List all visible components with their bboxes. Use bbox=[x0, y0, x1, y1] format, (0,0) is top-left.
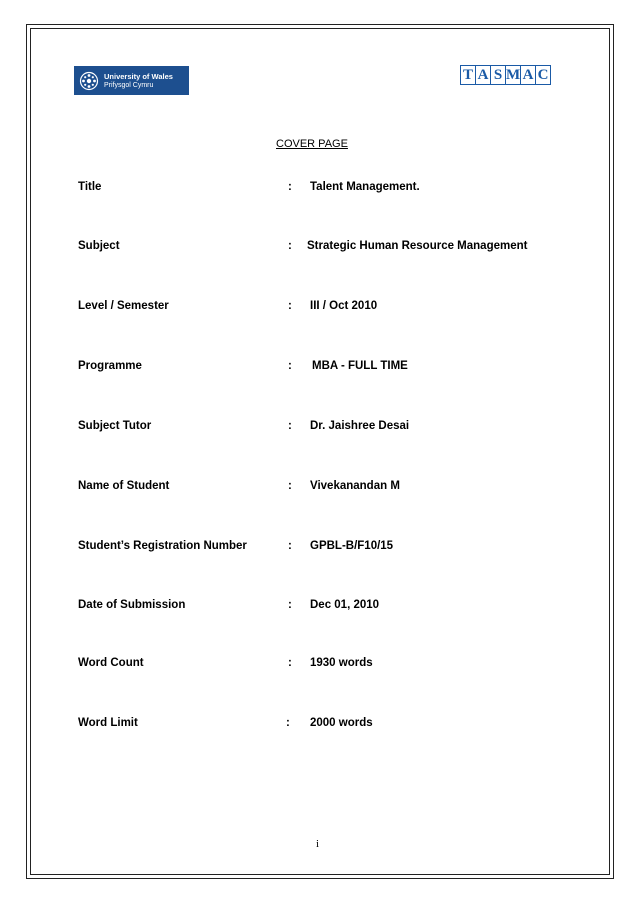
field-colon: : bbox=[288, 300, 292, 312]
field-colon: : bbox=[288, 420, 292, 432]
field-colon: : bbox=[286, 717, 290, 729]
field-row-word-limit bbox=[0, 717, 638, 733]
field-row-subject bbox=[0, 240, 638, 256]
field-label: Title bbox=[78, 181, 102, 193]
field-row-title bbox=[0, 181, 638, 197]
field-value: MBA - FULL TIME bbox=[312, 360, 408, 372]
field-value: Vivekanandan M bbox=[310, 480, 400, 492]
tasmac-logo bbox=[460, 65, 550, 85]
field-row-word-count bbox=[0, 657, 638, 673]
tasmac-letter: M bbox=[506, 67, 521, 83]
field-value: III / Oct 2010 bbox=[310, 300, 378, 312]
field-value: Talent Management. bbox=[310, 181, 420, 193]
university-emblem-icon bbox=[79, 71, 99, 91]
field-label: Level / Semester bbox=[78, 300, 169, 312]
field-row-registration-number bbox=[0, 540, 638, 556]
field-row-student-name bbox=[0, 480, 638, 496]
field-row-level-semester bbox=[0, 300, 638, 316]
field-label: Word Limit bbox=[78, 717, 138, 729]
university-logo-line1: University of Wales bbox=[104, 71, 173, 81]
page-number: i bbox=[316, 838, 320, 850]
field-colon: : bbox=[288, 360, 292, 372]
page-border-inner bbox=[30, 28, 610, 875]
field-colon: : bbox=[288, 480, 292, 492]
field-label: Programme bbox=[78, 360, 142, 372]
field-label: Word Count bbox=[78, 657, 144, 669]
field-colon: : bbox=[288, 599, 292, 611]
university-logo-text bbox=[104, 72, 173, 90]
field-label: Subject Tutor bbox=[78, 420, 152, 432]
field-value: Strategic Human Resource Management bbox=[307, 240, 528, 252]
field-colon: : bbox=[288, 657, 292, 669]
field-value: 1930 words bbox=[310, 657, 373, 669]
field-label: Student’s Registration Number bbox=[78, 540, 247, 552]
field-colon: : bbox=[288, 540, 292, 552]
cover-page-heading: COVER PAGE bbox=[276, 138, 348, 150]
field-label: Name of Student bbox=[78, 480, 170, 492]
field-colon: : bbox=[288, 181, 292, 193]
field-value: Dec 01, 2010 bbox=[310, 599, 380, 611]
field-label: Date of Submission bbox=[78, 599, 186, 611]
tasmac-letter: A bbox=[475, 65, 491, 85]
tasmac-letter: S bbox=[490, 65, 506, 85]
university-logo-line2: Prifysgol Cymru bbox=[104, 81, 154, 89]
field-colon: : bbox=[288, 240, 292, 252]
field-value: 2000 words bbox=[310, 717, 373, 729]
tasmac-letter: T bbox=[460, 65, 476, 85]
field-row-submission-date bbox=[0, 599, 638, 615]
field-label: Subject bbox=[78, 240, 120, 252]
field-value: GPBL-B/F10/15 bbox=[310, 540, 394, 552]
tasmac-letter: C bbox=[535, 65, 551, 85]
field-row-subject-tutor bbox=[0, 420, 638, 436]
university-of-wales-logo bbox=[74, 66, 189, 95]
tasmac-letter: A bbox=[520, 65, 536, 85]
field-row-programme bbox=[0, 360, 638, 376]
field-value: Dr. Jaishree Desai bbox=[310, 420, 410, 432]
